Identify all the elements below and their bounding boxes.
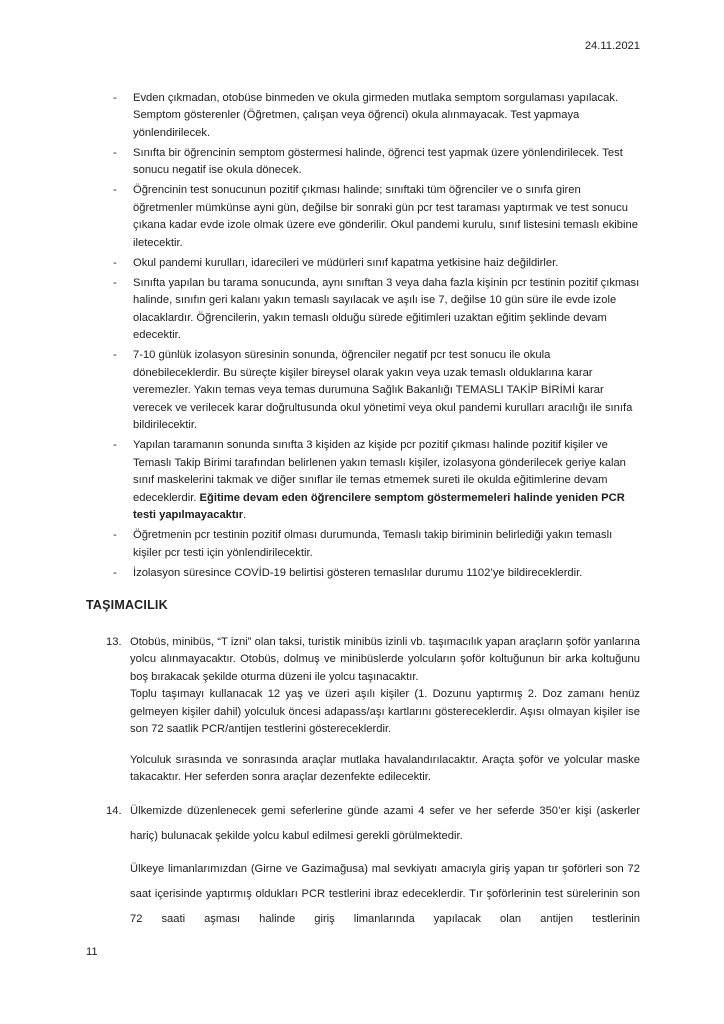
list-item-text: İzolasyon süresince COVİD-19 belirtisi gösteren temaslılar durumu 1102’ye bildireceklerdir. xyxy=(133,566,583,579)
school-measures-list xyxy=(86,90,640,583)
list-item xyxy=(86,90,640,143)
list-item xyxy=(86,437,640,525)
numbered-item-14 xyxy=(86,799,640,932)
list-item-text-bold: Eğitime devam eden öğrencilere semptom göstermemeleri halinde yeniden PCR testi yapılmayacaktır xyxy=(133,491,625,521)
document-date: 24.11.2021 xyxy=(584,40,640,52)
list-item xyxy=(86,145,640,180)
item-number: 13. xyxy=(106,635,122,648)
paragraph: Otobüs, minibüs, “T izni” olan taksi, turistik minibüs izinli vb. taşımacılık yapan araçların şoför yanlarına yolcu alınmayacaktır. Otobüs, dolmuş ve minibüslerde yolcuların şoför koltuğunun bir arka koltuğunu boş bırakacak şekilde oturma düzeni ile yolcu taşınacaktır. xyxy=(130,635,640,683)
paragraph: Toplu taşımayı kullanacak 12 yaş ve üzeri aşılı kişiler (1. Dozunu yaptırmış 2. Doz zamanı henüz gelmeyen kişiler dahil) yolculuk öncesi adapass/aşı kartlarını göstereceklerdir. Aşısı olmayan kişiler ise son 72 saatlik PCR/antijen testlerini göstereceklerdir. xyxy=(130,688,640,735)
list-item xyxy=(86,565,640,583)
paragraph: Ülkeye limanlarımızdan (Girne ve Gazimağusa) mal sevkiyatı amacıyla giriş yapan tır şoförleri son 72 saat içerisinde yaptırmış oldukları PCR testlerini ibraz edeceklerdir. Tır şoförlerinin test sürelerinin son 72 saati aşması halinde giriş limanlarında yapılacak olan antijen testlerinin xyxy=(130,862,640,925)
list-item-text: Sınıfta bir öğrencinin semptom göstermesi halinde, öğrenci test yapmak üzere yönlendirilecek. Test sonucu negatif ise okula dönecek. xyxy=(133,146,623,176)
item-number: 14. xyxy=(106,804,122,817)
list-item-text: 7-10 günlük izolasyon süresinin sonunda, öğrenciler negatif pcr test sonucu ile okula dönebileceklerdir. Bu süreçte kişiler bireysel olarak yakın veya uzak temaslı olduklarına karar veremezler. Yakın temas veya temas durumuna Sağlık Bakanlığı TEMASLI TAKİP BİRİMİ karar verecek ve verilecek karar doğrultusunda okul yönetimi veya okul pandemi kurulları aracılığı ile sınıfa bildirilecektir. xyxy=(133,349,633,431)
list-item-text: Evden çıkmadan, otobüse binmeden ve okula girmeden mutlaka semptom sorgulaması yapılacak. Semptom gösterenler (Öğretmen, çalışan veya öğrenci) okula alınmayacak. Test yapmaya yönlendirilecek. xyxy=(133,91,619,139)
numbered-item-13 xyxy=(86,634,640,787)
list-item xyxy=(86,527,640,562)
page-number: 11 xyxy=(86,946,98,958)
list-item xyxy=(86,182,640,252)
list-item-text: Öğretmenin pcr testinin pozitif olması durumunda, Temaslı takip biriminin belirlediği yakın temaslı kişiler pcr testi için yönlendirilecektir. xyxy=(133,529,613,559)
section-heading: TAŞIMACILIK xyxy=(86,598,168,612)
list-item-text: Okul pandemi kurulları, idarecileri ve müdürleri sınıf kapatma yetkisine haiz değildirler. xyxy=(133,256,559,269)
paragraph: Yolculuk sırasında ve sonrasında araçlar mutlaka havalandırılacaktır. Araçta şoför ve yolcular maske takacaktır. Her seferden sonra araçlar dezenfekte edilecektir. xyxy=(130,753,640,783)
list-item xyxy=(86,255,640,273)
list-item-text: Yapılan taramanın sonunda sınıfta 3 kişiden az kişide pcr pozitif çıkması halinde pozitif kişiler ve Temaslı Takip Birimi tarafından belirlenen yakın temaslı kişiler, izolasyona gönderilecek geriye kalan sınıf maskelerini takmak ve diğer sınıflar ile temas etmemek sureti ile okulda eğitimlerine devam edeceklerdir. xyxy=(133,439,626,504)
list-item xyxy=(86,347,640,435)
list-item xyxy=(86,275,640,345)
list-item-text: Öğrencinin test sonucunun pozitif çıkması halinde; sınıftaki tüm öğrenciler ve o sınıfa giren öğretmenler mümkünse ayni gün, değilse bir sonraki gün pcr test taraması yaptırmak ve test sonucu çıkana kadar evde izole olmak üzere eve gönderilir. Okul pandemi kurulu, sınıf listesini temaslı ekibine iletecektir. xyxy=(133,184,638,249)
list-item-text: . xyxy=(243,509,247,521)
list-item-text: Sınıfta yapılan bu tarama sonucunda, aynı sınıftan 3 veya daha fazla kişinin pcr testinin pozitif çıkması halinde, sınıfın geri kalanı yakın temaslı sayılacak ve aşılı ise 7, değilse 10 gün süre ile evde izole olacaklardır. Öğrencilerin, yakın temaslı olduğu sürede eğitimleri uzaktan eğitim şeklinde devam edecektir. xyxy=(133,276,640,341)
paragraph: Ülkemizde düzenlenecek gemi seferlerine günde azami 4 sefer ve her seferde 350’er kişi (askerler hariç) bulunacak şekilde yolcu kabul edilmesi gerekli görülmektedir. xyxy=(130,804,640,842)
